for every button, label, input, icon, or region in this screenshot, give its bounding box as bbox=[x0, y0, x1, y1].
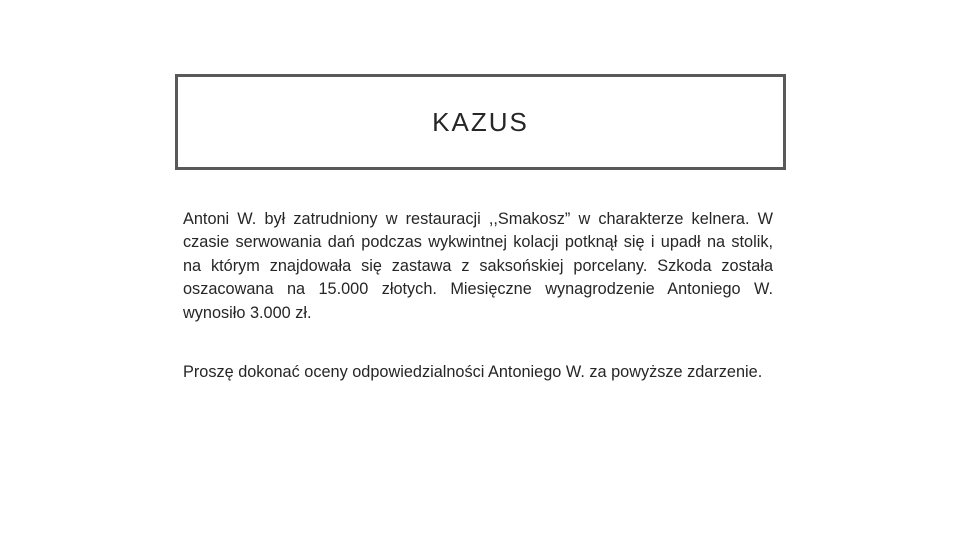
case-description-paragraph: Antoni W. był zatrudniony w restauracji ,,Smakosz” w charakterze kelnera. W czasie serwowania dań podczas wykwintnej kolacji potknął się i upadł na stolik, na którym znajdowała się zastawa z saksońskiej porcelany. Szkoda została oszacowana na 15.000 złotych. Miesięczne wynagrodzenie Antoniego W. wynosiło 3.000 zł. bbox=[183, 210, 773, 322]
title-box bbox=[175, 74, 786, 170]
slide-title: KAZUS bbox=[432, 106, 529, 137]
task-paragraph: Proszę dokonać oceny odpowiedzialności Antoniego W. za powyższe zdarzenie. bbox=[183, 363, 763, 381]
